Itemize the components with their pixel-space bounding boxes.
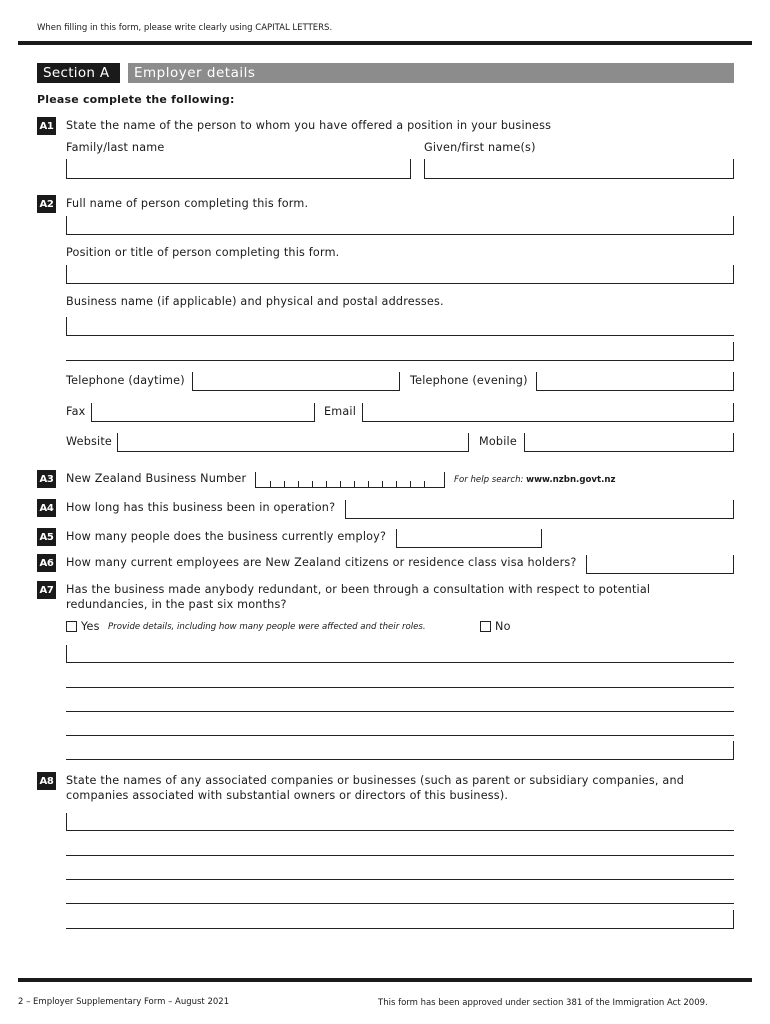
- nzbn-field[interactable]: [255, 472, 445, 488]
- header-rule: [18, 41, 752, 45]
- mobile-label: Mobile: [479, 435, 517, 448]
- a8-details-line-5[interactable]: [66, 910, 734, 929]
- a6-question: How many current employees are New Zealand citizens or residence class visa holders?: [66, 556, 577, 569]
- a7-question-line1: Has the business made anybody redundant, or been through a consultation with respect to potential: [66, 583, 651, 596]
- question-number-a8: A8: [37, 772, 56, 790]
- question-number-a1: A1: [37, 117, 56, 135]
- a2-full-name-label: Full name of person completing this form.: [66, 197, 309, 210]
- a5-field[interactable]: [396, 529, 542, 548]
- email-label: Email: [324, 405, 357, 418]
- a1-family-label: Family/last name: [66, 141, 165, 154]
- a7-details-line-1[interactable]: [66, 645, 734, 663]
- email-field[interactable]: [362, 403, 734, 422]
- business-address-line-1[interactable]: [66, 317, 734, 336]
- question-number-a5: A5: [37, 528, 56, 546]
- no-label: No: [495, 620, 511, 633]
- tel-evening-field[interactable]: [536, 372, 734, 391]
- question-number-a7: A7: [37, 581, 56, 599]
- position-field[interactable]: [66, 265, 734, 284]
- yes-checkbox[interactable]: [66, 621, 77, 632]
- yes-detail-hint: Provide details, including how many people were affected and their roles.: [108, 622, 426, 632]
- question-number-a4: A4: [37, 499, 56, 517]
- section-title: Employer details: [128, 63, 734, 83]
- a4-question: How long has this business been in operation?: [66, 501, 336, 514]
- website-label: Website: [66, 435, 112, 448]
- a7-details-line-3[interactable]: [66, 711, 734, 712]
- a8-details-line-3[interactable]: [66, 879, 734, 880]
- tel-evening-label: Telephone (evening): [410, 374, 528, 387]
- a1-given-label: Given/first name(s): [424, 141, 536, 154]
- family-name-field[interactable]: [66, 159, 411, 179]
- header-instruction: When filling in this form, please write clearly using CAPITAL LETTERS.: [37, 23, 333, 33]
- fax-field[interactable]: [91, 403, 315, 422]
- nzbn-help-url: www.nzbn.govt.nz: [526, 475, 616, 485]
- full-name-field[interactable]: [66, 216, 734, 235]
- no-checkbox[interactable]: [480, 621, 491, 632]
- question-number-a6: A6: [37, 554, 56, 572]
- a8-details-line-1[interactable]: [66, 813, 734, 831]
- yes-label: Yes: [81, 620, 100, 633]
- question-number-a2: A2: [37, 195, 56, 213]
- a6-field[interactable]: [586, 555, 734, 574]
- a7-question-line2: redundancies, in the past six months?: [66, 598, 287, 611]
- website-field[interactable]: [117, 433, 469, 452]
- tel-daytime-label: Telephone (daytime): [66, 374, 185, 387]
- a8-question-line1: State the names of any associated companies or businesses (such as parent or subsidiary companies, and: [66, 774, 685, 787]
- a2-business-label: Business name (if applicable) and physical and postal addresses.: [66, 295, 444, 308]
- tel-daytime-field[interactable]: [192, 372, 400, 391]
- footer-right: This form has been approved under section 381 of the Immigration Act 2009.: [378, 998, 708, 1008]
- a7-details-line-4[interactable]: [66, 735, 734, 736]
- footer-rule: [18, 978, 752, 982]
- a4-field[interactable]: [345, 500, 734, 519]
- nzbn-label: New Zealand Business Number: [66, 472, 247, 485]
- footer-left: 2 – Employer Supplementary Form – August 2021: [18, 997, 230, 1007]
- given-name-field[interactable]: [424, 159, 734, 179]
- business-address-line-2[interactable]: [66, 342, 734, 361]
- a8-details-line-4[interactable]: [66, 903, 734, 904]
- mobile-field[interactable]: [524, 433, 734, 452]
- a8-question-line2: companies associated with substantial owners or directors of this business).: [66, 789, 509, 802]
- fax-label: Fax: [66, 405, 86, 418]
- a8-details-line-2[interactable]: [66, 855, 734, 856]
- nzbn-help-prefix: For help search:: [454, 475, 527, 485]
- nzbn-help: [454, 475, 615, 485]
- a7-details-line-5[interactable]: [66, 741, 734, 760]
- a5-question: How many people does the business currently employ?: [66, 530, 387, 543]
- a7-details-line-2[interactable]: [66, 687, 734, 688]
- section-tab: Section A: [37, 63, 120, 83]
- intro-text: Please complete the following:: [37, 93, 235, 106]
- a2-position-label: Position or title of person completing this form.: [66, 246, 340, 259]
- question-number-a3: A3: [37, 470, 56, 488]
- a1-question: State the name of the person to whom you have offered a position in your business: [66, 119, 552, 132]
